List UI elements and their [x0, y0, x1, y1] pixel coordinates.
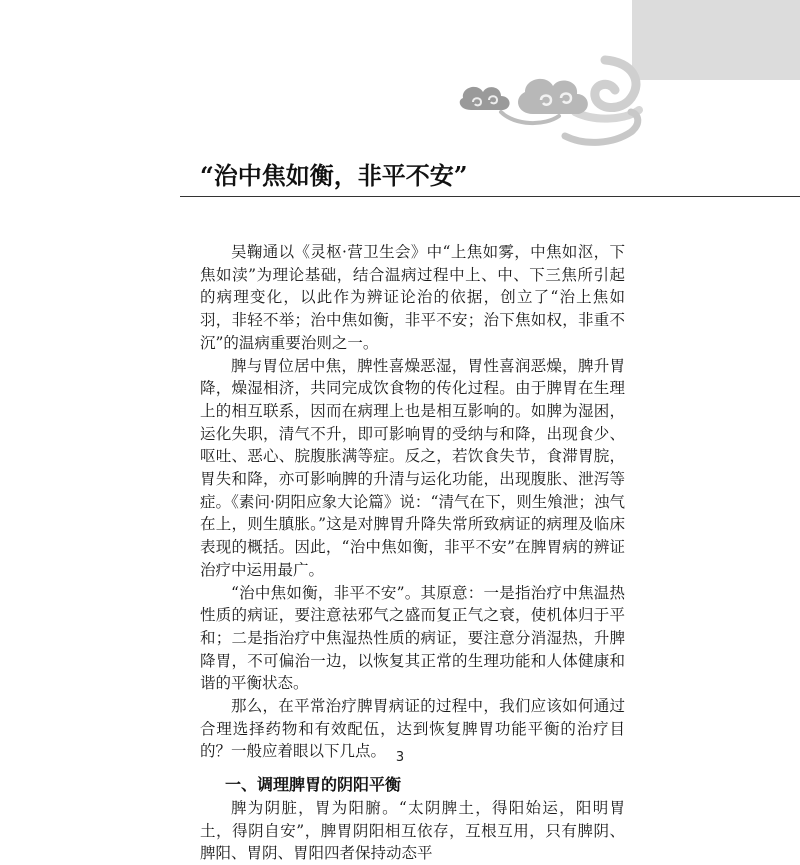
paragraph: 那么，在平常治疗脾胃病证的过程中，我们应该如何通过合理选择药物和有效配伍，达到恢复脾胃功能平衡的治疗目的？一般应着眼以下几点。	[200, 697, 625, 761]
body-text	[200, 241, 625, 865]
page-number: 3	[395, 750, 405, 765]
paragraph: “治中焦如衡，非平不安”。其原意：一是指治疗中焦温热性质的病证，要注意祛邪气之盛而复正气之衰，使机体归于平和；二是指治疗中焦湿热性质的病证，要注意分消湿热，升脾降胃，不可偏治一边，以恢复其正常的生理功能和人体健康和谐的平衡状态。	[200, 583, 625, 693]
paragraph: 脾与胃位居中焦，脾性喜燥恶湿，胃性喜润恶燥，脾升胃降，燥湿相济，共同完成饮食物的传化过程。由于脾胃在生理上的相互联系，因而在病理上也是相互影响的。如脾为湿困，运化失职，清气不升，即可影响胃的受纳与和降，出现食少、呕吐、恶心、脘腹胀满等症。反之，若饮食失节，食滞胃脘，胃失和降，亦可影响脾的升清与运化功能，出现腹胀、泄泻等症。《素问·阴阳应象大论篇》说：“清气在下，则生飧泄；浊气在上，则生䐜胀。”这是对脾胃升降失常所致病证的病理及临床表现的概括。因此，“治中焦如衡，非平不安”在脾胃病的辨证治疗中运用最广。	[200, 356, 625, 579]
header-gray-band	[632, 0, 800, 80]
section-heading: 一、调理脾胃的阴阳平衡	[225, 775, 402, 795]
title-divider	[180, 196, 800, 197]
paragraph: 吴鞠通以《灵枢·营卫生会》中“上焦如雾，中焦如沤，下焦如渎”为理论基础，结合温病过程中上、中、下三焦所引起的病理变化，以此作为辨证论治的依据，创立了“治上焦如羽，非轻不举；治中焦如衡，非平不安；治下焦如权，非重不沉”的温病重要治则之一。	[200, 243, 625, 352]
page-title: “治中焦如衡，非平不安”	[200, 161, 468, 190]
paragraph: 脾为阴脏，胃为阳腑。“太阴脾土，得阳始运，阳明胃土，得阴自安”，脾胃阴阳相互依存，互根互用，只有脾阴、脾阳、胃阴、胃阳四者保持动态平	[200, 798, 625, 863]
cloud-ornament-icon	[455, 52, 645, 152]
